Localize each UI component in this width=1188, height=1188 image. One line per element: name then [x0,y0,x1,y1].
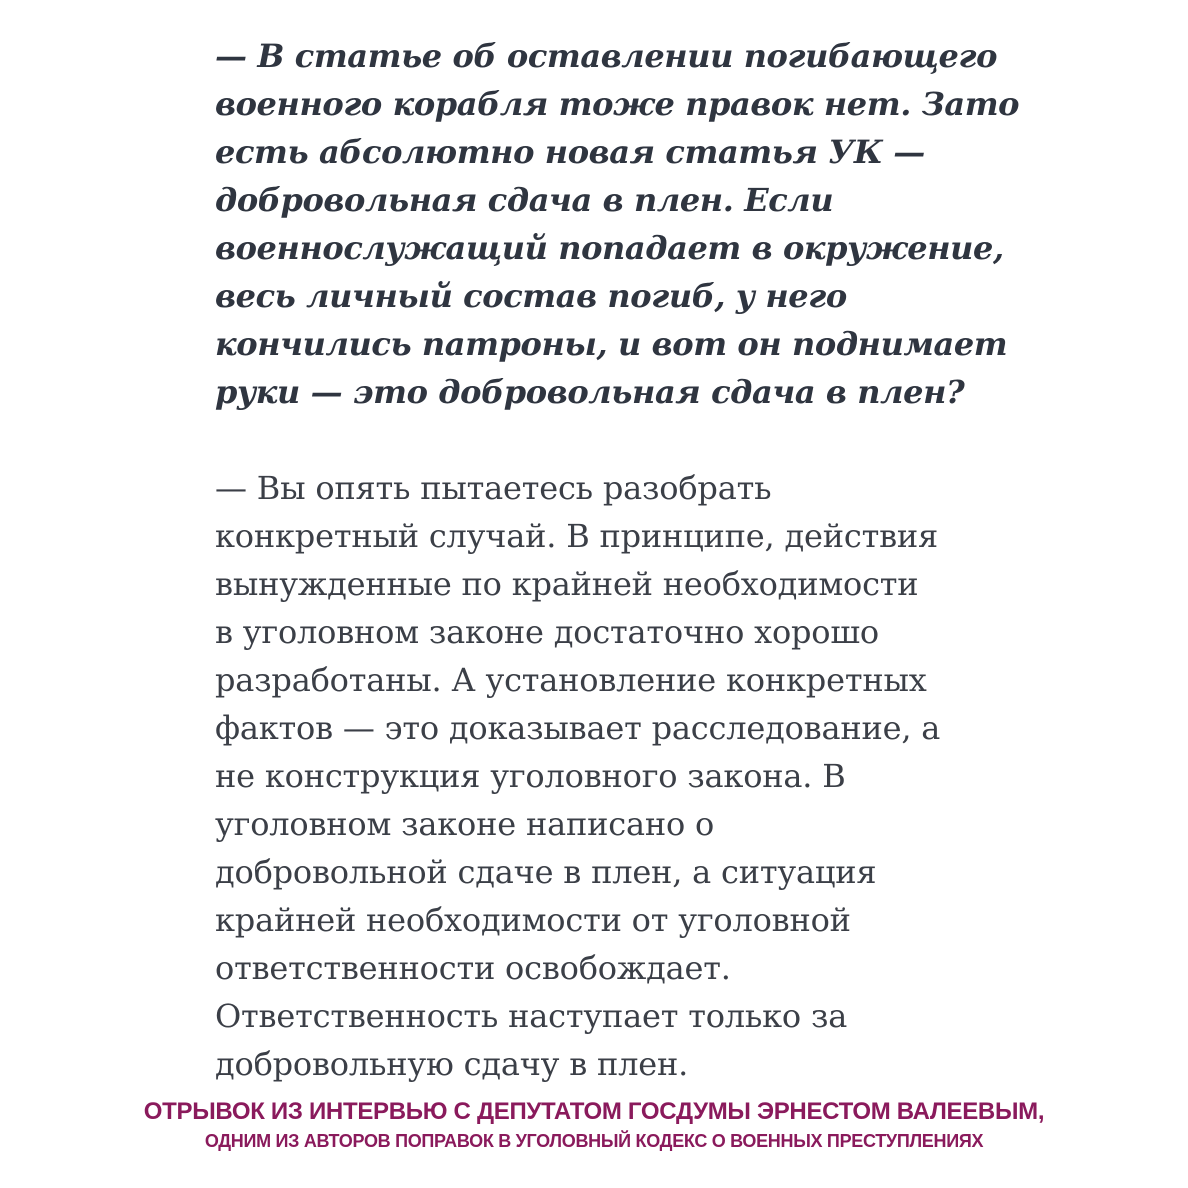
question-line: есть абсолютно новая статья УК — [215,133,925,171]
caption-subtitle: ОДНИМ ИЗ АВТОРОВ ПОПРАВОК В УГОЛОВНЫЙ КОДЕКС О ВОЕННЫХ ПРЕСТУПЛЕНИЯХ [204,1131,984,1151]
answer-line: не конструкция уголовного закона. В [215,757,846,795]
answer-line: добровольную сдачу в плен. [215,1045,689,1083]
answer-line: в уголовном законе достаточно хорошо [215,613,879,651]
answer-line: разработаны. А установление конкретных [215,661,927,699]
question-line: кончились патроны, и вот он поднимает [215,325,1008,363]
answer-line: — Вы опять пытаетесь разобрать [215,469,772,507]
interview-article [215,32,1020,1088]
question-line: — В статье об оставлении погибающего [215,37,998,75]
answer-line: ответственности освобождает. [215,949,731,987]
question-line: руки — это добровольная сдача в плен? [215,373,965,411]
caption-title: ОТРЫВОК ИЗ ИНТЕРВЬЮ С ДЕПУТАТОМ ГОСДУМЫ ЭРНЕСТОМ ВАЛЕЕВЫМ, [143,1098,1045,1125]
answer-line: уголовном законе написано о [215,805,715,843]
question-line: весь личный состав погиб, у него [215,277,847,315]
answer-line: фактов — это доказывает расследование, а [215,709,941,747]
source-caption [0,1096,1188,1154]
answer-line: добровольной сдаче в плен, а ситуация [215,853,877,891]
interview-question [215,32,1020,416]
question-line: военного корабля тоже правок нет. Зато [215,85,1020,123]
answer-line: конкретный случай. В принципе, действия [215,517,938,555]
interview-answer [215,464,985,1088]
question-line: добровольная сдача в плен. Если [215,181,834,219]
answer-line: крайней необходимости от уголовной [215,901,851,939]
question-line: военнослужащий попадает в окружение, [215,229,1004,267]
answer-line: вынужденные по крайней необходимости [215,565,919,603]
answer-line: Ответственность наступает только за [215,997,848,1035]
